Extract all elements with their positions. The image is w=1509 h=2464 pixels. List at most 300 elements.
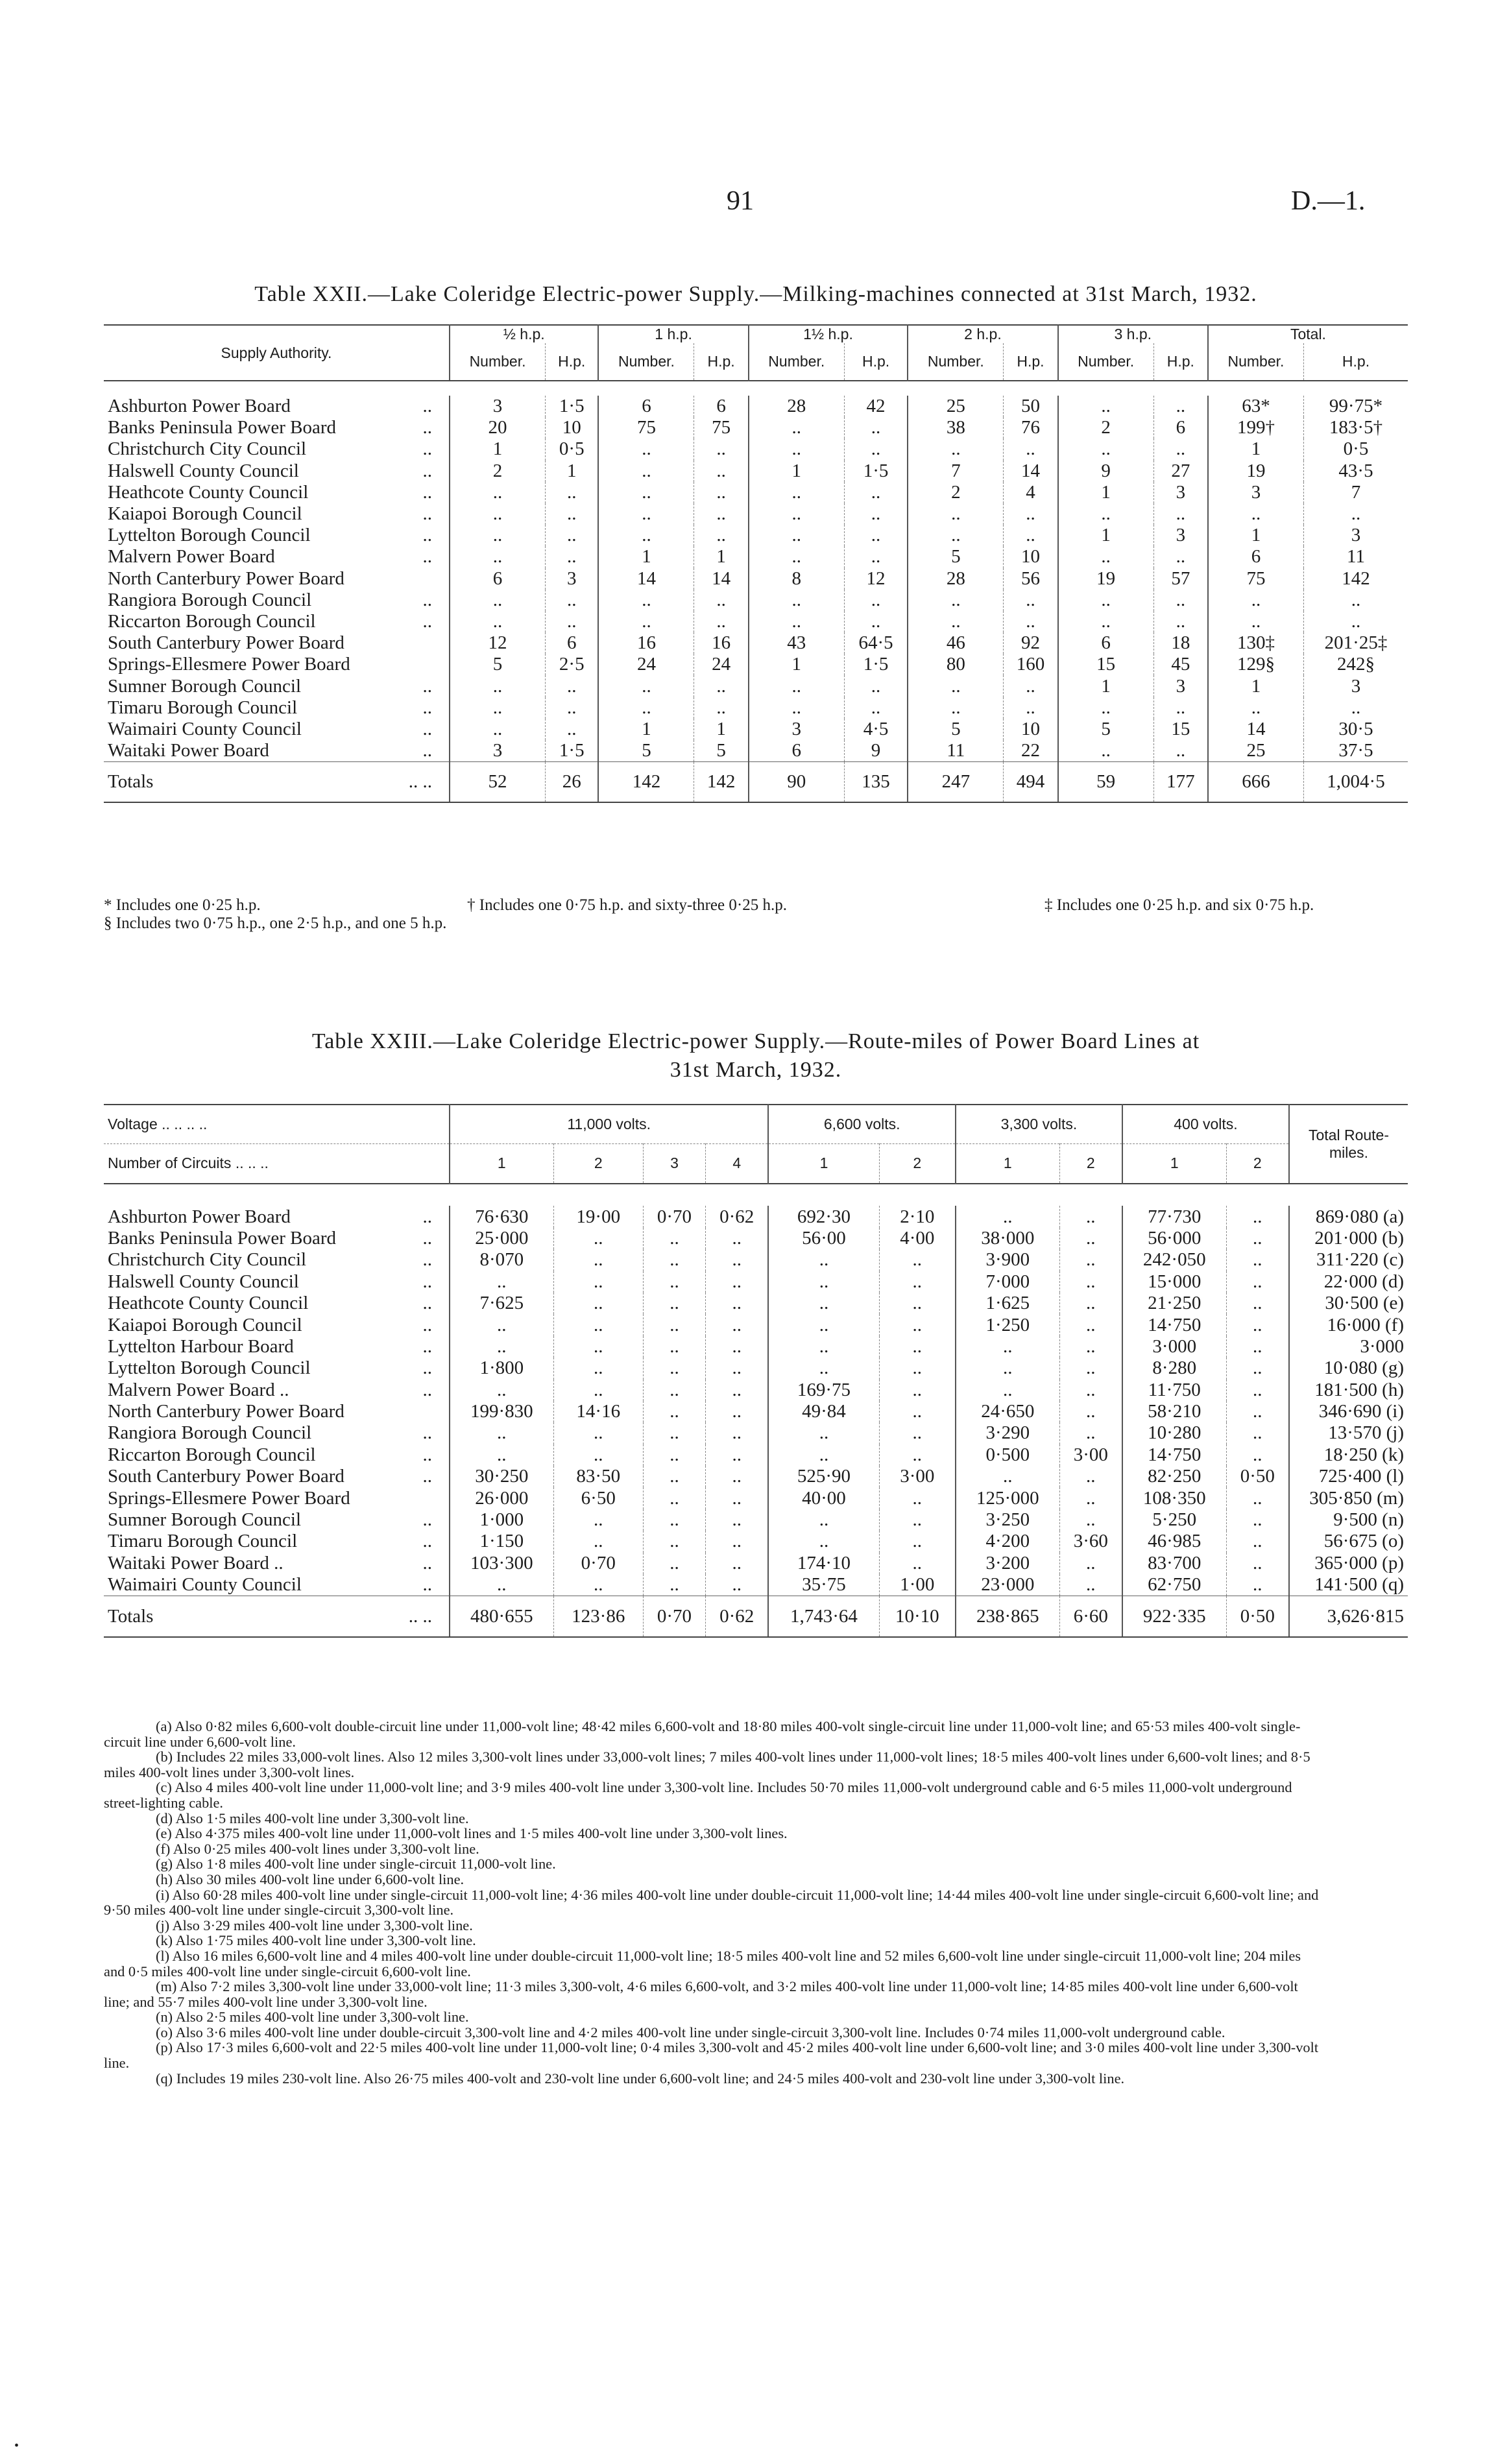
value-cell: .. (643, 1358, 705, 1379)
value-cell: .. (553, 1228, 643, 1249)
total-cell: 13·570 (j) (1289, 1422, 1408, 1444)
value-cell: 1·00 (879, 1574, 956, 1596)
table23-notes (104, 1719, 1323, 2086)
hp-subheader: H.p. (694, 343, 749, 381)
milking-machines-table (104, 324, 1408, 803)
value-cell: .. (1226, 1293, 1289, 1314)
value-cell: 1·5 (844, 461, 908, 482)
value-cell: 142 (598, 762, 694, 803)
leader-dots: .. (422, 417, 432, 438)
table-row (104, 1380, 1408, 1401)
authority-name: Waimairi County Council (108, 718, 302, 739)
value-cell: .. (553, 1314, 643, 1335)
value-cell: .. (553, 1531, 643, 1552)
value-cell: .. (706, 1293, 769, 1314)
value-cell: 125·000 (956, 1487, 1059, 1509)
value-cell: 3 (1208, 482, 1304, 503)
value-cell: .. (706, 1509, 769, 1531)
value-cell: 75 (694, 417, 749, 438)
value-cell: .. (694, 461, 749, 482)
value-cell: 3·250 (956, 1509, 1059, 1531)
authority-name: Ashburton Power Board (108, 1206, 291, 1227)
value-cell: .. (546, 611, 599, 632)
value-cell: .. (643, 1444, 705, 1466)
value-cell: .. (546, 525, 599, 546)
value-cell: 3 (1153, 675, 1208, 697)
note: (h) Also 30 miles 400-volt line under 6,600-volt line. (156, 1871, 465, 1887)
value-cell: .. (450, 482, 546, 503)
value-cell: 1 (694, 719, 749, 740)
value-cell: .. (1153, 546, 1208, 568)
value-cell: .. (1004, 697, 1058, 719)
value-cell: 2·5 (546, 654, 599, 675)
value-cell: 80 (908, 654, 1004, 675)
footnote: † Includes one 0·75 h.p. and sixty-three 0·25 h.p. (467, 896, 787, 914)
value-cell: 8·280 (1122, 1358, 1226, 1379)
authority-name: Heathcote County Council (108, 1293, 309, 1314)
value-cell: .. (450, 503, 546, 525)
value-cell: 4·00 (879, 1228, 956, 1249)
value-cell: .. (879, 1358, 956, 1379)
value-cell: .. (1004, 611, 1058, 632)
table-row (104, 525, 1408, 546)
authority-cell (104, 1271, 450, 1293)
value-cell: .. (553, 1574, 643, 1596)
value-cell: .. (749, 697, 845, 719)
authority-cell (104, 590, 450, 611)
leader-dots: .. (422, 1206, 432, 1227)
value-cell: .. (1226, 1401, 1289, 1422)
value-cell: 3 (1304, 675, 1408, 697)
value-cell: .. (749, 503, 845, 525)
value-cell: 5 (694, 740, 749, 762)
leader-dots: .. .. (408, 1605, 432, 1627)
value-cell: .. (768, 1249, 879, 1271)
value-cell: 28 (749, 396, 845, 417)
circuit-header: 2 (553, 1143, 643, 1184)
authority-cell (104, 1293, 450, 1314)
page-number: 91 (727, 186, 754, 216)
value-cell: .. (598, 525, 694, 546)
table-row (104, 396, 1408, 417)
value-cell: 129§ (1208, 654, 1304, 675)
table-row (104, 1531, 1408, 1552)
circuit-header: 4 (706, 1143, 769, 1184)
value-cell: 6·50 (553, 1487, 643, 1509)
footnote: ‡ Includes one 0·25 h.p. and six 0·75 h.p. (1044, 896, 1314, 914)
authority-name: Halswell County Council (108, 1271, 299, 1292)
value-cell: 6 (598, 396, 694, 417)
value-cell: .. (1226, 1531, 1289, 1552)
value-cell: 130‡ (1208, 632, 1304, 654)
value-cell: 6 (1153, 417, 1208, 438)
table-row (104, 1466, 1408, 1487)
value-cell: 3·200 (956, 1553, 1059, 1574)
value-cell: 6 (1208, 546, 1304, 568)
table-row (104, 546, 1408, 568)
route-miles-table (104, 1104, 1408, 1638)
value-cell: 7 (908, 461, 1004, 482)
value-cell: .. (844, 525, 908, 546)
leader-dots: .. (422, 1335, 432, 1357)
value-cell: .. (706, 1466, 769, 1487)
authority-cell (104, 546, 450, 568)
value-cell: 525·90 (768, 1466, 879, 1487)
value-cell: 14 (1208, 719, 1304, 740)
value-cell: .. (1226, 1509, 1289, 1531)
value-cell: .. (553, 1358, 643, 1379)
table23-title-line: Table XXIII.—Lake Coleridge Electric-power Supply.—Route-miles of Power Board Lines at (311, 1029, 1200, 1053)
value-cell: .. (450, 1422, 553, 1444)
value-cell: .. (1059, 1228, 1122, 1249)
authority-name: Waitaki Power Board .. (108, 1552, 284, 1573)
authority-name: Ashburton Power Board (108, 396, 291, 417)
circuit-header: 2 (1226, 1143, 1289, 1184)
value-cell: .. (553, 1293, 643, 1314)
authority-name: Christchurch City Council (108, 438, 307, 460)
value-cell: 28 (908, 568, 1004, 590)
value-cell: .. (1153, 697, 1208, 719)
value-cell: 25·000 (450, 1228, 553, 1249)
value-cell: .. (749, 611, 845, 632)
value-cell: 6 (450, 568, 546, 590)
value-cell: 46 (908, 632, 1004, 654)
value-cell: .. (1059, 1487, 1122, 1509)
value-cell: .. (768, 1444, 879, 1466)
value-cell: .. (643, 1509, 705, 1531)
value-cell: 1 (450, 438, 546, 460)
value-cell: .. (1226, 1314, 1289, 1335)
value-cell: 3 (1153, 482, 1208, 503)
value-cell: 59 (1058, 762, 1154, 803)
document-reference: D.—1. (1291, 186, 1366, 216)
authority-name: Banks Peninsula Power Board (108, 1227, 336, 1249)
value-cell: .. (553, 1380, 643, 1401)
value-cell: .. (844, 438, 908, 460)
value-cell: 10·10 (879, 1596, 956, 1637)
value-cell: .. (879, 1271, 956, 1293)
value-cell: .. (1004, 675, 1058, 697)
value-cell: .. (706, 1401, 769, 1422)
value-cell: 43 (749, 632, 845, 654)
value-cell: 666 (1208, 762, 1304, 803)
authority-name: South Canterbury Power Board (108, 1466, 344, 1487)
authority-cell (104, 1358, 450, 1379)
value-cell: .. (1226, 1444, 1289, 1466)
value-cell: .. (768, 1293, 879, 1314)
authority-cell (104, 461, 450, 482)
value-cell: .. (1059, 1380, 1122, 1401)
value-cell: .. (1226, 1336, 1289, 1358)
leader-dots: .. (422, 1314, 432, 1335)
circuit-header: 3 (643, 1143, 705, 1184)
value-cell: 11 (1304, 546, 1408, 568)
value-cell: 56 (1004, 568, 1058, 590)
value-cell: .. (553, 1509, 643, 1531)
value-cell: .. (1058, 546, 1154, 568)
value-cell: .. (450, 611, 546, 632)
value-cell: 38·000 (956, 1228, 1059, 1249)
value-cell: 1·800 (450, 1358, 553, 1379)
total-cell: 56·675 (o) (1289, 1531, 1408, 1552)
value-cell: 0·500 (956, 1444, 1059, 1466)
number-subheader: Number. (749, 343, 845, 381)
leader-dots: .. (422, 546, 432, 568)
group-header: Total. (1208, 325, 1408, 343)
value-cell: .. (450, 697, 546, 719)
value-cell: 18 (1153, 632, 1208, 654)
table-row (104, 1314, 1408, 1335)
value-cell: 1 (1208, 525, 1304, 546)
value-cell: 76·630 (450, 1206, 553, 1227)
table22-footnotes (104, 896, 1408, 933)
voltage-header: 3,300 volts. (956, 1105, 1122, 1143)
value-cell: .. (1226, 1206, 1289, 1227)
value-cell: .. (1058, 740, 1154, 762)
value-cell: .. (598, 461, 694, 482)
value-cell: .. (598, 611, 694, 632)
value-cell: .. (553, 1249, 643, 1271)
value-cell: 2 (908, 482, 1004, 503)
value-cell: 174·10 (768, 1553, 879, 1574)
value-cell: .. (694, 503, 749, 525)
total-cell: 346·690 (i) (1289, 1401, 1408, 1422)
table-row (104, 654, 1408, 675)
authority-cell (104, 438, 450, 460)
table-row (104, 1444, 1408, 1466)
value-cell: 242§ (1304, 654, 1408, 675)
table-row (104, 1401, 1408, 1422)
value-cell: 0·5 (546, 438, 599, 460)
value-cell: 199† (1208, 417, 1304, 438)
value-cell: .. (844, 546, 908, 568)
value-cell: .. (768, 1531, 879, 1552)
value-cell: .. (879, 1553, 956, 1574)
value-cell: .. (1059, 1249, 1122, 1271)
authority-name: Sumner Borough Council (108, 1509, 302, 1531)
authority-name: Malvern Power Board .. (108, 1379, 289, 1400)
value-cell: .. (1058, 438, 1154, 460)
value-cell: 3 (450, 396, 546, 417)
leader-dots: .. (422, 1531, 432, 1552)
leader-dots: .. (422, 1422, 432, 1444)
value-cell: .. (1059, 1206, 1122, 1227)
margin-mark: • (14, 2439, 19, 2453)
value-cell: .. (706, 1228, 769, 1249)
value-cell: .. (706, 1380, 769, 1401)
value-cell: .. (450, 675, 546, 697)
leader-dots: .. (422, 610, 432, 632)
value-cell: .. (598, 482, 694, 503)
value-cell: .. (643, 1466, 705, 1487)
value-cell: 42 (844, 396, 908, 417)
value-cell: 3 (450, 740, 546, 762)
value-cell: 64·5 (844, 632, 908, 654)
value-cell: .. (908, 438, 1004, 460)
note: (f) Also 0·25 miles 400-volt lines under 3,300-volt line. (156, 1840, 479, 1857)
value-cell: .. (694, 675, 749, 697)
value-cell: .. (643, 1380, 705, 1401)
total-route-miles-header: Total Route-miles. (1289, 1105, 1408, 1184)
value-cell: 0·62 (706, 1596, 769, 1637)
value-cell: 5 (908, 546, 1004, 568)
value-cell: 5·250 (1122, 1509, 1226, 1531)
value-cell: .. (598, 503, 694, 525)
value-cell: .. (1153, 503, 1208, 525)
value-cell: 1 (598, 546, 694, 568)
value-cell: 201·25‡ (1304, 632, 1408, 654)
value-cell: 3·00 (1059, 1444, 1122, 1466)
value-cell: .. (768, 1336, 879, 1358)
value-cell: .. (694, 697, 749, 719)
value-cell: .. (879, 1509, 956, 1531)
value-cell: 2 (450, 461, 546, 482)
leader-dots: .. (422, 438, 432, 460)
value-cell: .. (844, 675, 908, 697)
note: (j) Also 3·29 miles 400-volt line under 3,300-volt line. (156, 1917, 473, 1933)
table-row (104, 438, 1408, 460)
value-cell: .. (694, 611, 749, 632)
value-cell: 183·5† (1304, 417, 1408, 438)
value-cell: 25 (1208, 740, 1304, 762)
note: (g) Also 1·8 miles 400-volt line under single-circuit 11,000-volt line. (156, 1856, 556, 1872)
value-cell: .. (1059, 1574, 1122, 1596)
hp-subheader: H.p. (1004, 343, 1058, 381)
table-row (104, 611, 1408, 632)
value-cell: 27 (1153, 461, 1208, 482)
value-cell: 19 (1208, 461, 1304, 482)
value-cell: .. (643, 1271, 705, 1293)
value-cell: 26 (546, 762, 599, 803)
value-cell: 480·655 (450, 1596, 553, 1637)
value-cell: .. (706, 1553, 769, 1574)
authority-cell (104, 719, 450, 740)
value-cell: 3·900 (956, 1249, 1059, 1271)
authority-cell (104, 1509, 450, 1531)
value-cell: .. (450, 590, 546, 611)
value-cell: 6 (1058, 632, 1154, 654)
leader-dots: .. (422, 1358, 432, 1379)
value-cell: 19 (1058, 568, 1154, 590)
value-cell: .. (956, 1466, 1059, 1487)
value-cell: .. (643, 1401, 705, 1422)
value-cell: .. (1208, 697, 1304, 719)
authority-name: Springs-Ellesmere Power Board (108, 1487, 350, 1509)
table-row (104, 417, 1408, 438)
value-cell: .. (1226, 1553, 1289, 1574)
number-subheader: Number. (908, 343, 1004, 381)
hp-subheader: H.p. (1304, 343, 1408, 381)
hp-subheader: H.p. (1153, 343, 1208, 381)
value-cell: .. (1208, 590, 1304, 611)
value-cell: .. (1226, 1249, 1289, 1271)
value-cell: 3 (1153, 525, 1208, 546)
value-cell: 90 (749, 762, 845, 803)
value-cell: 83·700 (1122, 1553, 1226, 1574)
authority-name: Waimairi County Council (108, 1574, 302, 1596)
leader-dots: .. (422, 460, 432, 481)
value-cell: .. (1059, 1336, 1122, 1358)
authority-cell (104, 1380, 450, 1401)
value-cell: .. (553, 1336, 643, 1358)
group-header: ½ h.p. (450, 325, 598, 343)
value-cell: .. (1304, 611, 1408, 632)
total-cell: 305·850 (m) (1289, 1487, 1408, 1509)
value-cell: .. (706, 1574, 769, 1596)
value-cell: 25 (908, 396, 1004, 417)
value-cell: .. (956, 1206, 1059, 1227)
value-cell: .. (1058, 611, 1154, 632)
voltage-header: 400 volts. (1122, 1105, 1289, 1143)
value-cell: .. (749, 482, 845, 503)
value-cell: 15·000 (1122, 1271, 1226, 1293)
leader-dots: .. (422, 675, 432, 697)
leader-dots: .. (422, 1227, 432, 1249)
authority-cell (104, 675, 450, 697)
leader-dots: .. (422, 1249, 432, 1271)
value-cell: 12 (844, 568, 908, 590)
value-cell: 57 (1153, 568, 1208, 590)
authority-name: Waitaki Power Board (108, 740, 269, 761)
value-cell: 1·625 (956, 1293, 1059, 1314)
value-cell: 1 (546, 461, 599, 482)
value-cell: 0·70 (553, 1553, 643, 1574)
value-cell: 11 (908, 740, 1004, 762)
number-subheader: Number. (1208, 343, 1304, 381)
authority-name: Malvern Power Board (108, 546, 275, 568)
total-cell: 16·000 (f) (1289, 1314, 1408, 1335)
value-cell: .. (879, 1380, 956, 1401)
authority-name: Kaiapoi Borough Council (108, 1314, 302, 1335)
value-cell: 242·050 (1122, 1249, 1226, 1271)
value-cell: .. (956, 1380, 1059, 1401)
value-cell: 62·750 (1122, 1574, 1226, 1596)
value-cell: .. (844, 697, 908, 719)
leader-dots: .. (422, 718, 432, 739)
value-cell: .. (844, 482, 908, 503)
value-cell: 6 (749, 740, 845, 762)
group-header: 2 h.p. (908, 325, 1057, 343)
value-cell: 238·865 (956, 1596, 1059, 1637)
value-cell: .. (1058, 590, 1154, 611)
value-cell: .. (706, 1249, 769, 1271)
table-row (104, 590, 1408, 611)
footnote: § Includes two 0·75 h.p., one 2·5 h.p., and one 5 h.p. (104, 915, 447, 932)
value-cell: 1·5 (546, 396, 599, 417)
value-cell: .. (546, 546, 599, 568)
hp-subheader: H.p. (546, 343, 599, 381)
leader-dots: .. (422, 525, 432, 546)
value-cell: .. (768, 1271, 879, 1293)
value-cell: 21·250 (1122, 1293, 1226, 1314)
value-cell: .. (844, 590, 908, 611)
hp-subheader: H.p. (844, 343, 908, 381)
value-cell: .. (768, 1422, 879, 1444)
leader-dots: .. (422, 503, 432, 525)
authority-cell (104, 1596, 450, 1637)
total-cell: 3,626·815 (1289, 1596, 1408, 1637)
value-cell: 11·750 (1122, 1380, 1226, 1401)
value-cell: 30·5 (1304, 719, 1408, 740)
leader-dots: .. (422, 740, 432, 761)
value-cell: .. (694, 482, 749, 503)
value-cell: .. (643, 1228, 705, 1249)
authority-cell (104, 1444, 450, 1466)
value-cell: 1 (1208, 438, 1304, 460)
value-cell: 177 (1153, 762, 1208, 803)
value-cell: 14·750 (1122, 1444, 1226, 1466)
value-cell: .. (844, 417, 908, 438)
